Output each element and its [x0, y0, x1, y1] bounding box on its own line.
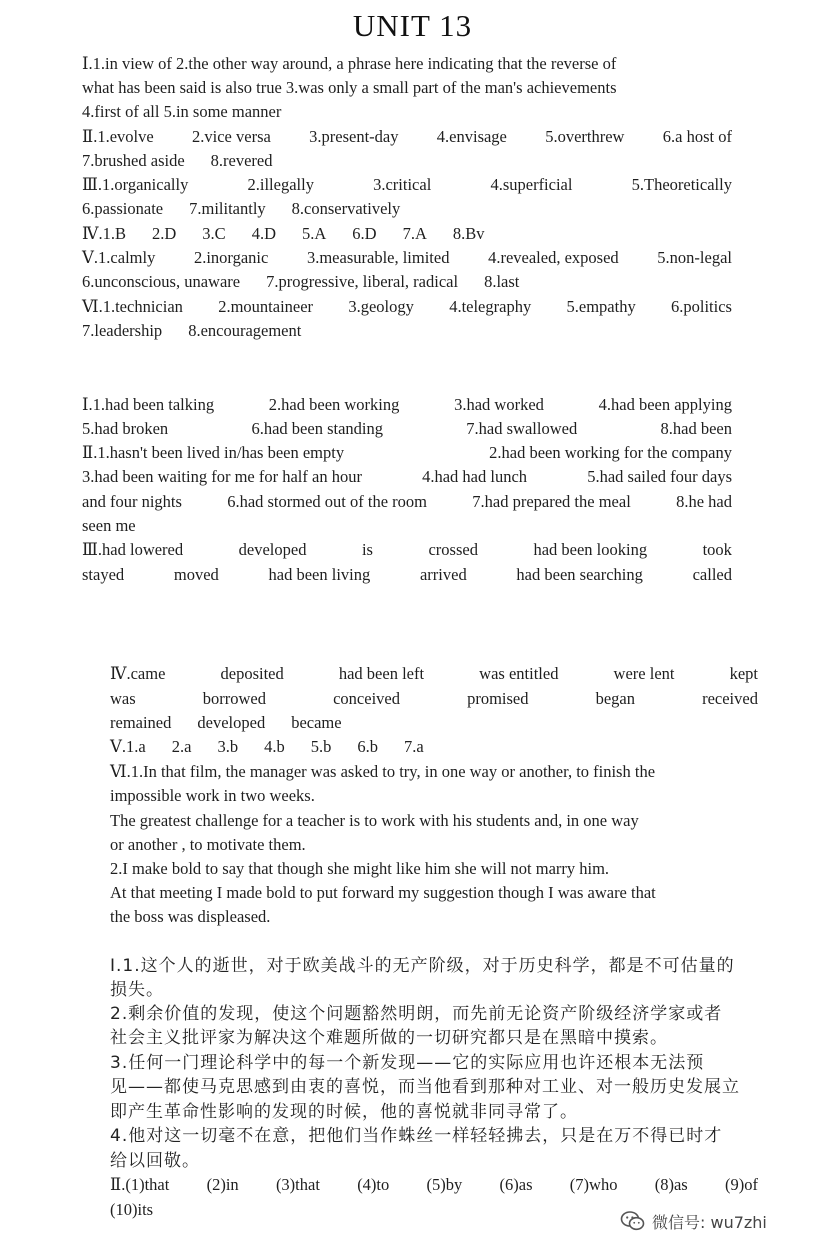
text-line: 3.任何一门理论科学中的每一个新发现——它的实际应用也许还根本无法预	[110, 1053, 705, 1073]
answer-item: borrowed	[202, 689, 266, 708]
answer-item: 8.last	[484, 272, 520, 291]
answer-item: 6.a host of	[662, 127, 732, 146]
answer-row	[82, 297, 732, 317]
answer-item: (5)by	[426, 1175, 463, 1194]
answer-item: 5.had broken	[82, 419, 169, 438]
answer-item: Ⅲ.had lowered	[82, 540, 184, 559]
text-line: 2.剩余价值的发现，使这个问题豁然明朗，而先前无论资产阶级经济学家或者	[110, 1004, 723, 1024]
answer-item: (6)as	[499, 1175, 533, 1194]
answer-item: and four nights	[82, 492, 182, 511]
answer-item: (3)that	[275, 1175, 320, 1194]
answer-item: crossed	[428, 540, 478, 559]
answer-item: 7.had swallowed	[466, 419, 578, 438]
answer-item: 4.revealed, exposed	[488, 248, 619, 267]
answer-item: 4.had been applying	[598, 395, 732, 414]
answer-item: (4)to	[357, 1175, 390, 1194]
answer-item: was entitled	[479, 664, 559, 683]
answer-item: 6.D	[352, 224, 377, 243]
answer-item: had been searching	[516, 565, 643, 584]
answer-row	[82, 467, 732, 487]
answer-item: 6.politics	[671, 297, 732, 316]
text-line: or another , to motivate them.	[110, 835, 306, 854]
answer-item: 4.b	[264, 737, 285, 756]
answer-item: 7.brushed aside	[82, 151, 185, 170]
answer-item: 4.had had lunch	[422, 467, 528, 486]
answer-row	[82, 224, 485, 244]
text-line: what has been said is also true 3.was only a small part of the man's achievements	[82, 78, 617, 97]
answer-item: 7.progressive, liberal, radical	[266, 272, 459, 291]
answer-item: took	[702, 540, 732, 559]
text-line: 4.他对这一切毫不在意，把他们当作蛛丝一样轻轻拂去，只是在万不得已时才	[110, 1126, 723, 1146]
text-line: Ⅰ.1.in view of 2.the other way around, a phrase here indicating that the reverse of	[82, 54, 617, 73]
answer-item: (10)its	[110, 1200, 154, 1219]
answer-item: 8.conservatively	[291, 199, 401, 218]
answer-item: began	[595, 689, 635, 708]
answer-item: 4.D	[251, 224, 276, 243]
answer-item: 6.unconscious, unaware	[82, 272, 241, 291]
answer-item: had been left	[338, 664, 425, 683]
answer-row	[82, 151, 273, 171]
answer-item: 8.encouragement	[188, 321, 302, 340]
answer-row	[82, 443, 732, 463]
text-line: 见——都使马克思感到由衷的喜悦，而当他看到那种对工业、对一般历史发展立	[110, 1077, 740, 1097]
answer-item: 3.geology	[348, 297, 414, 316]
answer-item: 8.he had	[676, 492, 732, 511]
answer-row	[82, 540, 732, 560]
answer-item: (7)who	[569, 1175, 618, 1194]
answer-item: called	[692, 565, 732, 584]
answer-item: kept	[729, 664, 758, 683]
text-line: Ⅰ.1.这个人的逝世，对于欧美战斗的无产阶级，对于历史科学，都是不可估量的	[110, 956, 735, 976]
answer-row	[82, 248, 732, 268]
answer-item: seen me	[82, 516, 136, 535]
answer-row	[82, 516, 136, 536]
answer-item: 7.leadership	[82, 321, 163, 340]
answer-item: were lent	[613, 664, 675, 683]
answer-item: Ⅴ.1.calmly	[82, 248, 156, 267]
answer-row	[82, 395, 732, 415]
answer-item: Ⅳ.came	[110, 664, 166, 683]
answer-item: 3.C	[202, 224, 226, 243]
text-line: 社会主义批评家为解决这个难题所做的一切研究都只是在黑暗中摸索。	[110, 1028, 668, 1048]
text-line: 4.first of all 5.in some manner	[82, 102, 282, 121]
answer-item: 5.non-legal	[657, 248, 732, 267]
text-line: 损失。	[110, 980, 164, 1000]
answer-item: 8.revered	[210, 151, 273, 170]
text-line: 即产生革命性影响的发现的时候，他的喜悦就非同寻常了。	[110, 1102, 578, 1122]
answer-item: developed	[197, 713, 266, 732]
watermark-text: 微信号: wu7zhi	[652, 1212, 767, 1232]
text-line: The greatest challenge for a teacher is to work with his students and, in one way	[110, 811, 639, 830]
answer-item: (8)as	[654, 1175, 688, 1194]
answer-item: deposited	[220, 664, 284, 683]
answer-item: Ⅳ.1.B	[82, 224, 126, 243]
answer-row	[110, 664, 758, 684]
answer-item: had been living	[268, 565, 371, 584]
answer-item: 2.vice versa	[192, 127, 271, 146]
text-line: Ⅵ.1.In that film, the manager was asked to try, in one way or another, to finish the	[110, 762, 656, 781]
text-line: 2.I make bold to say that though she might like him she will not marry him.	[110, 859, 610, 878]
answer-row	[110, 713, 342, 733]
answer-item: promised	[467, 689, 529, 708]
answer-row	[82, 199, 400, 219]
answer-item: 5.empathy	[566, 297, 636, 316]
answer-item: 2.had been working for the company	[489, 443, 732, 462]
answer-item: 3.had been waiting for me for half an hour	[82, 467, 362, 486]
answer-item: 2.a	[171, 737, 192, 756]
watermark	[620, 1207, 767, 1235]
answer-item: 5.had sailed four days	[587, 467, 732, 486]
answer-item: conceived	[333, 689, 400, 708]
answer-row	[82, 419, 732, 439]
answer-item: 2.D	[152, 224, 177, 243]
answer-item: Ⅰ.1.had been talking	[82, 395, 215, 414]
answer-item: 5.A	[301, 224, 327, 243]
answer-item: 8.had been	[660, 419, 732, 438]
answer-item: 4.superficial	[490, 175, 573, 194]
text-line: the boss was displeased.	[110, 907, 271, 926]
answer-item: 5.overthrew	[545, 127, 625, 146]
answer-row	[110, 1175, 758, 1195]
answer-item: 3.b	[217, 737, 239, 756]
answer-item: is	[361, 540, 373, 559]
page-title: UNIT 13	[352, 8, 473, 43]
wechat-icon	[620, 1208, 646, 1234]
answer-item: 2.illegally	[247, 175, 314, 194]
answer-item: 3.measurable, limited	[306, 248, 450, 267]
answer-item: Ⅱ.(1)that	[110, 1175, 170, 1194]
answer-item: moved	[173, 565, 219, 584]
answer-item: 6.passionate	[82, 199, 164, 218]
answer-item: received	[702, 689, 758, 708]
answer-item: Ⅴ.1.a	[110, 737, 146, 756]
answer-item: Ⅱ.1.evolve	[82, 127, 154, 146]
answer-item: was	[110, 689, 136, 708]
answer-row	[82, 272, 519, 292]
answer-item: 6.had stormed out of the room	[227, 492, 427, 511]
answer-item: 2.mountaineer	[218, 297, 314, 316]
answer-item: 7.A	[402, 224, 427, 243]
answer-item: 7.a	[403, 737, 424, 756]
answer-item: 4.envisage	[436, 127, 507, 146]
answer-row	[110, 689, 758, 709]
answer-item: 5.Theoretically	[631, 175, 732, 194]
answer-row	[82, 565, 732, 585]
text-line: 给以回敬。	[110, 1151, 200, 1171]
answer-item: stayed	[82, 565, 125, 584]
answer-item: became	[291, 713, 342, 732]
answer-row	[110, 737, 424, 757]
answer-item: Ⅵ.1.technician	[82, 297, 183, 316]
answer-row	[82, 321, 301, 341]
text-line: impossible work in two weeks.	[110, 786, 315, 805]
answer-item: (2)in	[206, 1175, 239, 1194]
text-line: At that meeting I made bold to put forward my suggestion though I was aware that	[110, 883, 656, 902]
answer-row	[82, 492, 732, 512]
answer-item: 7.had prepared the meal	[472, 492, 631, 511]
answer-item: 5.b	[310, 737, 332, 756]
answer-item: 2.inorganic	[193, 248, 269, 267]
answer-item: 8.Bv	[452, 224, 485, 243]
answer-item: (9)of	[724, 1175, 758, 1194]
answer-item: 6.b	[357, 737, 378, 756]
answer-item: 7.militantly	[189, 199, 266, 218]
answer-item: Ⅱ.1.hasn't been lived in/has been empty	[82, 443, 345, 462]
answer-row	[110, 1200, 153, 1220]
answer-item: Ⅲ.1.organically	[82, 175, 189, 194]
answer-item: 3.critical	[373, 175, 432, 194]
answer-item: 4.telegraphy	[449, 297, 532, 316]
answer-item: remained	[110, 713, 172, 732]
answer-item: 3.present-day	[309, 127, 399, 146]
answer-row	[82, 175, 732, 195]
answer-item: 6.had been standing	[251, 419, 383, 438]
answer-item: developed	[238, 540, 307, 559]
answer-item: 3.had worked	[454, 395, 544, 414]
answer-item: had been looking	[533, 540, 648, 559]
answer-item: arrived	[419, 565, 467, 584]
answer-row	[82, 127, 732, 147]
answer-item: 2.had been working	[268, 395, 400, 414]
